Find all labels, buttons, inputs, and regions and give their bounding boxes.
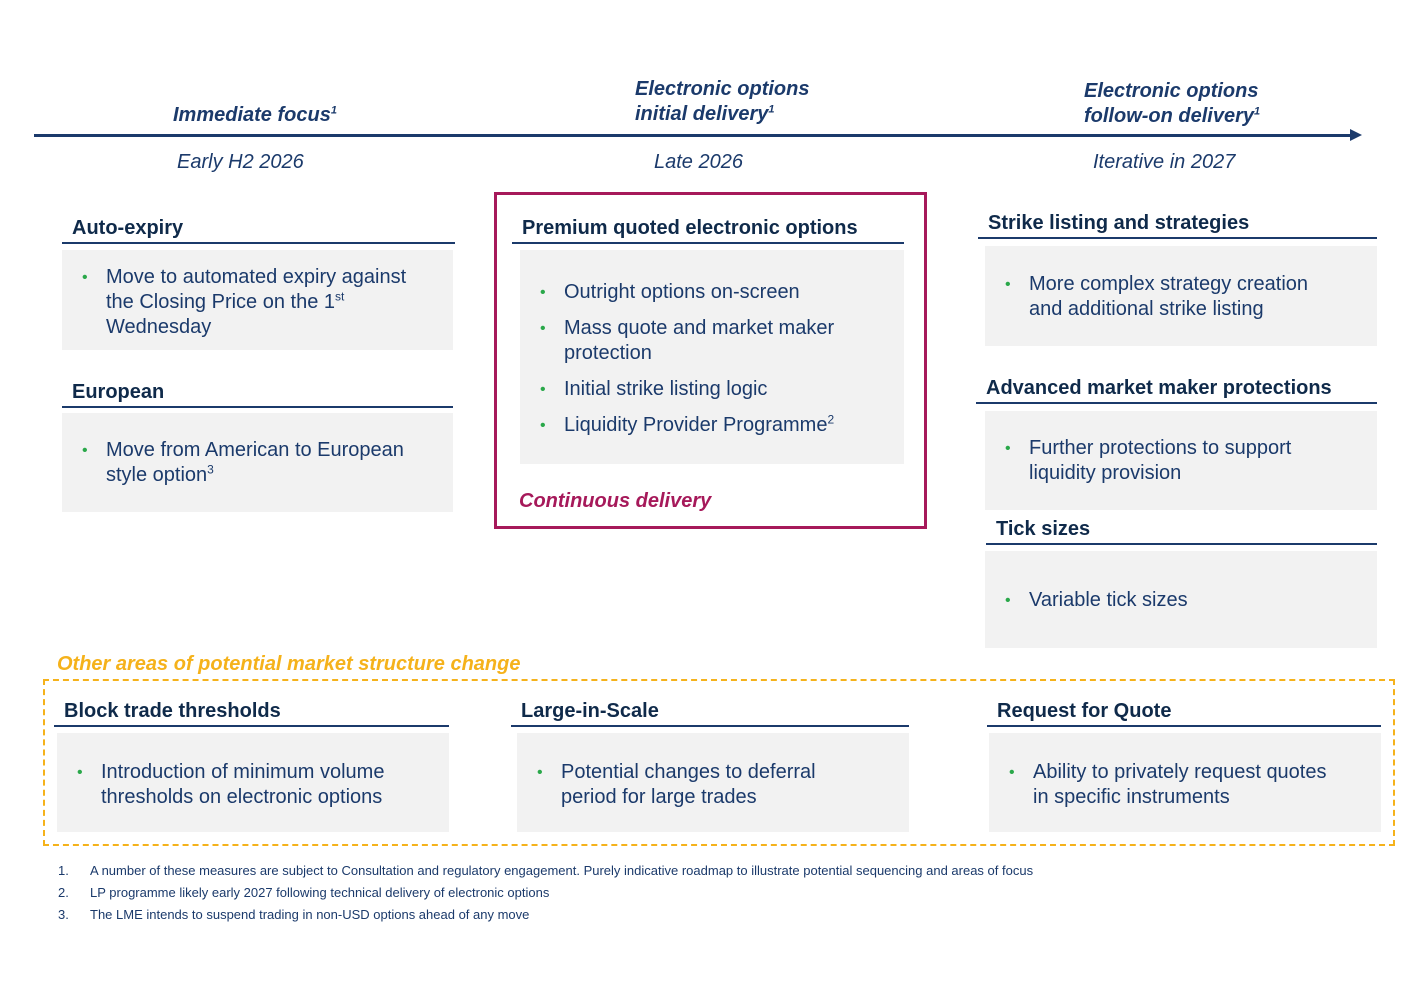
phase-date-early-h2-2026: Early H2 2026	[177, 151, 304, 173]
bullet-line: in specific instruments	[1033, 786, 1230, 808]
footnote-text: LP programme likely early 2027 following technical delivery of electronic options	[90, 885, 550, 900]
footnote-item	[58, 860, 1033, 882]
footnote-number: 3.	[58, 907, 69, 922]
bullet-dot-icon: •	[1009, 764, 1015, 781]
bullet-line: period for large trades	[561, 786, 757, 808]
bullet-dot-icon: •	[1005, 276, 1011, 293]
phase-date-late-2026: Late 2026	[654, 151, 743, 173]
footnote-ref: 1	[1254, 105, 1261, 118]
timeline-arrow-icon	[1350, 129, 1362, 141]
phase-date-iterative-2027: Iterative in 2027	[1093, 151, 1236, 173]
phase-title-text: Immediate focus	[173, 104, 331, 126]
bullet-item	[57, 760, 449, 810]
panel-request-for-quote	[989, 733, 1381, 832]
bullet-line: protection	[564, 342, 652, 364]
section-title-auto-expiry: Auto-expiry	[62, 217, 455, 244]
phase-title-line1: Electronic options	[1084, 80, 1259, 102]
section-title-block-trade: Block trade thresholds	[54, 700, 449, 727]
section-title-strike-listing: Strike listing and strategies	[978, 212, 1377, 239]
panel-large-in-scale	[517, 733, 909, 832]
bullet-item	[989, 760, 1381, 810]
footnote-ref: 1	[330, 104, 337, 117]
bullet-line: Outright options on-screen	[564, 281, 800, 303]
footnote-text: A number of these measures are subject to Consultation and regulatory engagement. Purely indicative roadmap to illustrate potential sequencing and areas of focus	[90, 863, 1034, 878]
bullet-item	[62, 438, 453, 488]
footnotes	[58, 860, 1033, 926]
footnote-text: The LME intends to suspend trading in non-USD options ahead of any move	[90, 907, 530, 922]
bullet-line: Ability to privately request quotes	[1033, 761, 1327, 783]
other-areas-title: Other areas of potential market structure change	[57, 653, 521, 675]
bullet-item	[517, 760, 909, 810]
bullet-item	[985, 588, 1377, 613]
phase-follow-on-delivery-title	[1084, 79, 1260, 129]
bullet-item	[520, 280, 904, 305]
section-title-request-for-quote: Request for Quote	[987, 700, 1381, 727]
phase-title-line2: initial delivery	[635, 103, 769, 125]
bullet-item	[985, 436, 1377, 486]
timeline-axis-line	[34, 134, 1352, 137]
bullet-dot-icon: •	[540, 381, 546, 398]
footnote-ref: 1	[768, 103, 775, 116]
panel-tick-sizes	[985, 551, 1377, 648]
bullet-line: thresholds on electronic options	[101, 786, 383, 808]
bullet-line: Mass quote and market maker	[564, 317, 835, 339]
bullet-dot-icon: •	[540, 284, 546, 301]
bullet-line: More complex strategy creation	[1029, 273, 1309, 295]
bullet-dot-icon: •	[537, 764, 543, 781]
bullet-line: Variable tick sizes	[1029, 589, 1188, 611]
section-title-large-in-scale: Large-in-Scale	[511, 700, 909, 727]
panel-advanced-mm	[985, 411, 1377, 510]
bullet-dot-icon: •	[540, 417, 546, 434]
panel-european	[62, 413, 453, 512]
bullet-dot-icon: •	[1005, 592, 1011, 609]
section-title-advanced-mm: Advanced market maker protections	[976, 377, 1377, 404]
bullet-line: and additional strike listing	[1029, 298, 1264, 320]
continuous-delivery-label: Continuous delivery	[519, 490, 712, 512]
bullet-line: Move from American to European	[106, 439, 404, 461]
superscript: 3	[207, 462, 214, 477]
bullet-dot-icon: •	[1005, 440, 1011, 457]
footnote-item	[58, 882, 1033, 904]
panel-auto-expiry	[62, 250, 453, 350]
bullet-line: liquidity provision	[1029, 462, 1182, 484]
phase-title-line1: Electronic options	[635, 78, 810, 100]
bullet-item	[62, 265, 453, 340]
bullet-line: Further protections to support	[1029, 437, 1292, 459]
footnote-number: 1.	[58, 863, 69, 878]
bullet-line: the Closing Price on the 1	[106, 291, 336, 313]
bullet-line: Introduction of minimum volume	[101, 761, 385, 783]
bullet-line: Liquidity Provider Programme	[564, 414, 828, 436]
section-title-premium-quoted: Premium quoted electronic options	[512, 217, 904, 244]
bullet-dot-icon: •	[82, 269, 88, 286]
section-title-european: European	[62, 381, 453, 408]
bullet-dot-icon: •	[77, 764, 83, 781]
bullet-line: style option	[106, 464, 208, 486]
bullet-line: Potential changes to deferral	[561, 761, 816, 783]
superscript: 2	[827, 412, 835, 427]
bullet-line: Move to automated expiry against	[106, 266, 407, 288]
phase-title-line2: follow-on delivery	[1084, 105, 1255, 127]
bullet-dot-icon: •	[540, 320, 546, 337]
footnote-number: 2.	[58, 885, 69, 900]
bullet-item	[520, 316, 904, 366]
panel-strike-listing	[985, 246, 1377, 346]
bullet-item	[985, 272, 1377, 322]
superscript: st	[335, 289, 345, 304]
footnote-item	[58, 904, 1033, 926]
panel-block-trade	[57, 733, 449, 832]
panel-premium-quoted	[520, 250, 904, 464]
bullet-item	[520, 377, 904, 402]
section-title-tick-sizes: Tick sizes	[986, 518, 1377, 545]
bullet-item	[520, 413, 904, 438]
bullet-dot-icon: •	[82, 442, 88, 459]
phase-initial-delivery-title	[635, 77, 809, 127]
bullet-line: Wednesday	[106, 316, 212, 338]
bullet-line: Initial strike listing logic	[564, 378, 768, 400]
phase-immediate-focus-title	[173, 103, 337, 128]
